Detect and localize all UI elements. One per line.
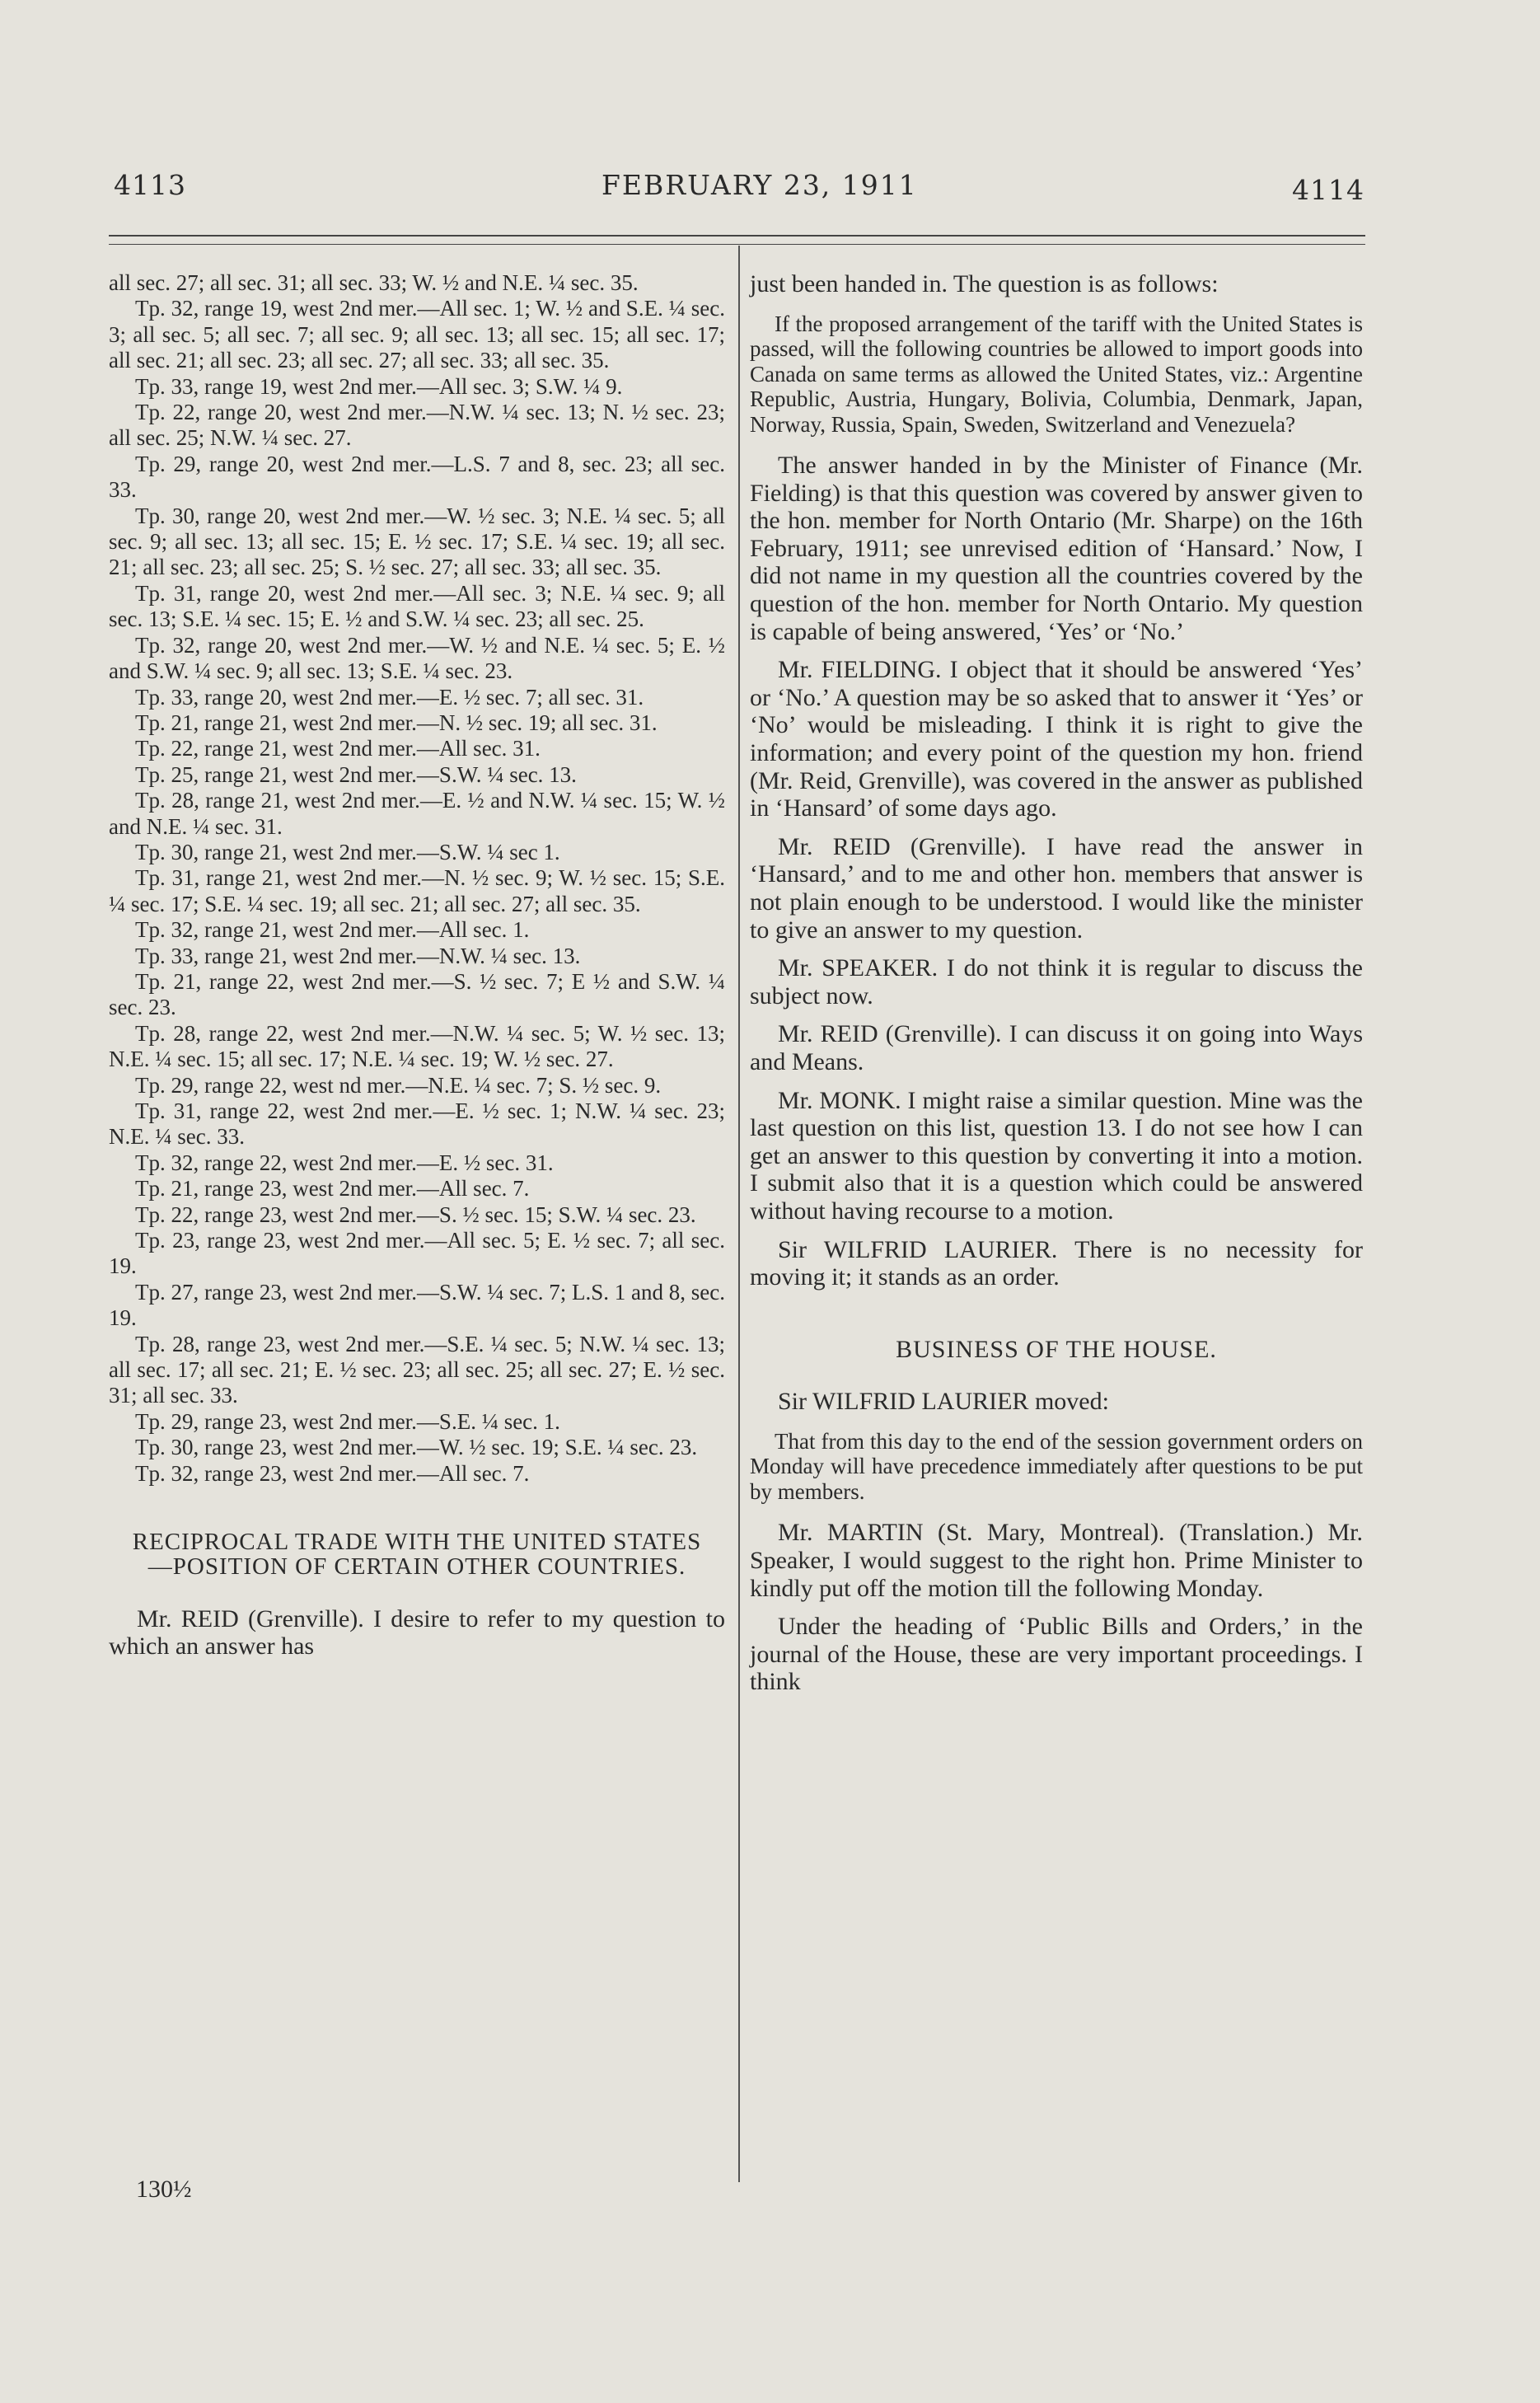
speech-paragraph: Mr. REID (Grenville). I can discuss it on going into Ways and Means. [750,1020,1363,1075]
speech-paragraph: Mr. MONK. I might raise a similar question. Mine was the last question on this list, question 13. I do not see how I can get an answer to this question by converting it into a motion. I submit also that it is a question which could be answered without having recourse to a motion. [750,1086,1363,1225]
speech-paragraph: Mr. FIELDING. I object that it should be answered ‘Yes’ or ‘No.’ A question may be so asked that to answer it ‘Yes’ or ‘No’ would be misleading. I think it is right to give the information; and every point of the question my hon. friend (Mr. Reid, Grenville), was covered in the answer as published in ‘Hansard’ of some days ago. [750,656,1363,822]
motion-text: That from this day to the end of the session government orders on Monday will have precedence immediately after questions to be put by members. [750,1428,1363,1504]
land-entry: Tp. 30, range 23, west 2nd mer.—W. ½ sec. 19; S.E. ¼ sec. 23. [135,1435,698,1460]
land-entry: Tp. 31, range 21, west 2nd mer.—N. ½ sec. 9; W. ½ sec. 15; S.E. ¼ sec. 17; S.E. ¼ sec. 19; all sec. 21; all sec. 27; all sec. 35. [109,865,725,916]
land-entry: Tp. 31, range 20, west 2nd mer.—All sec. 3; N.E. ¼ sec. 9; all sec. 13; S.E. ¼ sec. 15; E. ½ and S.W. ¼ sec. 23; all sec. 25. [109,580,725,632]
land-entry: Tp. 27, range 23, west 2nd mer.—S.W. ¼ sec. 7; L.S. 1 and 8, sec. 19. [109,1279,725,1331]
land-entry: Tp. 22, range 20, west 2nd mer.—N.W. ¼ sec. 13; N. ½ sec. 23; all sec. 25; N.W. ¼ sec. 27. [109,400,725,451]
header-rule-thin [109,244,1365,245]
speech-paragraph: Mr. MARTIN (St. Mary, Montreal). (Translation.) Mr. Speaker, I would suggest to the right hon. Prime Minister to kindly put off the motion till the following Monday. [750,1519,1363,1602]
page-number-right: 4114 [1292,174,1364,206]
land-entry: Tp. 25, range 21, west 2nd mer.—S.W. ¼ sec. 13. [135,761,577,787]
land-entry: Tp. 28, range 21, west 2nd mer.—E. ½ and N.W. ¼ sec. 15; W. ½ and N.E. ¼ sec. 31. [109,788,725,839]
speech-paragraph: Mr. REID (Grenville). I have read the answer in ‘Hansard,’ and to me and other hon. members that answer is not plain enough to be understood. I would like the minister to give an answer to my question. [750,832,1363,944]
land-entry: Tp. 33, range 20, west 2nd mer.—E. ½ sec. 7; all sec. 31. [135,684,644,710]
right-column [750,270,1363,1707]
land-entry: Tp. 32, range 20, west 2nd mer.—W. ½ and N.E. ¼ sec. 5; E. ½ and S.W. ¼ sec. 9; all sec. 13; S.E. ¼ sec. 23. [109,632,725,684]
section-heading-reciprocal-trade: RECIPROCAL TRADE WITH THE UNITED STATES—POSITION OF CERTAIN OTHER COUNTRIES. [132,1529,702,1581]
page-header [0,169,1540,218]
page-number-left: 4113 [114,169,186,201]
header-rule [109,235,1365,237]
speech-paragraph: Mr. REID (Grenville). I desire to refer to my question to which an answer has [109,1605,725,1661]
speech-paragraph: Mr. SPEAKER. I do not think it is regular to discuss the subject now. [750,954,1363,1009]
land-entry: Tp. 22, range 23, west 2nd mer.—S. ½ sec. 15; S.W. ¼ sec. 23. [135,1202,696,1227]
land-entry: Tp. 28, range 23, west 2nd mer.—S.E. ¼ sec. 5; N.W. ¼ sec. 13; all sec. 17; all sec. 21; E. ½ sec. 23; all sec. 25; all sec. 27; E. ½ sec. 31; all sec. 33. [109,1331,725,1408]
land-entry: Tp. 29, range 23, west 2nd mer.—S.E. ¼ sec. 1. [135,1408,560,1434]
land-entry: Tp. 28, range 22, west 2nd mer.—N.W. ¼ sec. 5; W. ½ sec. 13; N.E. ¼ sec. 15; all sec. 17; N.E. ¼ sec. 19; W. ½ sec. 27. [109,1020,725,1072]
speech-paragraph: The answer handed in by the Minister of Finance (Mr. Fielding) is that this question was covered by answer given to the hon. member for North Ontario (Mr. Sharpe) on the 16th February, 1911; see unrevised edition of ‘Hansard.’ Now, I did not name in my question all the countries covered by the question of the hon. member for North Ontario. My question is capable of being answered, ‘Yes’ or ‘No.’ [750,452,1363,645]
signature-mark: 130½ [136,2176,192,2203]
page-date: FEBRUARY 23, 1911 [601,169,918,201]
column-divider [738,246,740,2182]
land-entry: Tp. 33, range 21, west 2nd mer.—N.W. ¼ sec. 13. [135,943,581,968]
speech-paragraph: Sir WILFRID LAURIER. There is no necessity for moving it; it stands as an order. [750,1235,1363,1291]
land-entry: Tp. 29, range 22, west nd mer.—N.E. ¼ sec. 7; S. ½ sec. 9. [135,1072,662,1098]
land-entry: Tp. 32, range 23, west 2nd mer.—All sec. 7. [135,1460,530,1486]
land-entry: Tp. 30, range 21, west 2nd mer.—S.W. ¼ sec 1. [135,839,560,864]
land-entry: Tp. 32, range 22, west 2nd mer.—E. ½ sec. 31. [135,1150,554,1175]
land-entry: Tp. 21, range 23, west 2nd mer.—All sec. 7. [135,1176,530,1202]
land-entry: Tp. 21, range 22, west 2nd mer.—S. ½ sec. 7; E ½ and S.W. ¼ sec. 23. [109,968,725,1020]
motion-mover: Sir WILFRID LAURIER moved: [778,1388,1109,1416]
land-entry: Tp. 23, range 23, west 2nd mer.—All sec. 5; E. ½ sec. 7; all sec. 19. [109,1228,725,1279]
land-entry: Tp. 32, range 19, west 2nd mer.—All sec. 1; W. ½ and S.E. ¼ sec. 3; all sec. 5; all sec. 7; all sec. 9; all sec. 13; all sec. 15; all sec. 17; all sec. 21; all sec. 23; all sec. 27; all sec. 33; all sec. 35. [109,296,725,373]
land-entry: all sec. 27; all sec. 31; all sec. 33; W. ½ and N.E. ¼ sec. 35. [109,270,639,295]
quoted-question: If the proposed arrangement of the tariff with the United States is passed, will the following countries be allowed to import goods into Canada on same terms as allowed the United States, viz.: Argentine Republic, Austria, Hungary, Bolivia, Columbia, Denmark, Japan, Norway, Russia, Spain, Sweden, Switzerland and Venezuela? [750,311,1363,437]
speech-continuation: just been handed in. The question is as follows: [750,270,1219,297]
land-entry: Tp. 33, range 19, west 2nd mer.—All sec. 3; S.W. ¼ 9. [135,373,623,399]
land-entry: Tp. 29, range 20, west 2nd mer.—L.S. 7 and 8, sec. 23; all sec. 33. [109,451,725,503]
land-entry: Tp. 21, range 21, west 2nd mer.—N. ½ sec. 19; all sec. 31. [135,710,658,735]
land-entry: Tp. 22, range 21, west 2nd mer.—All sec. 31. [135,736,541,761]
left-column [109,270,725,1660]
section-heading-business: BUSINESS OF THE HOUSE. [896,1335,1217,1363]
speech-paragraph: Under the heading of ‘Public Bills and Orders,’ in the journal of the House, these are very important proceedings. I think [750,1613,1363,1696]
land-entry: Tp. 32, range 21, west 2nd mer.—All sec. 1. [135,917,530,943]
land-entry: Tp. 30, range 20, west 2nd mer.—W. ½ sec. 3; N.E. ¼ sec. 5; all sec. 9; all sec. 13; all sec. 15; E. ½ sec. 17; S.E. ¼ sec. 19; all sec. 21; all sec. 23; all sec. 25; S. ½ sec. 27; all sec. 33; all sec. 35. [109,503,725,580]
land-entry: Tp. 31, range 22, west 2nd mer.—E. ½ sec. 1; N.W. ¼ sec. 23; N.E. ¼ sec. 33. [109,1098,725,1150]
